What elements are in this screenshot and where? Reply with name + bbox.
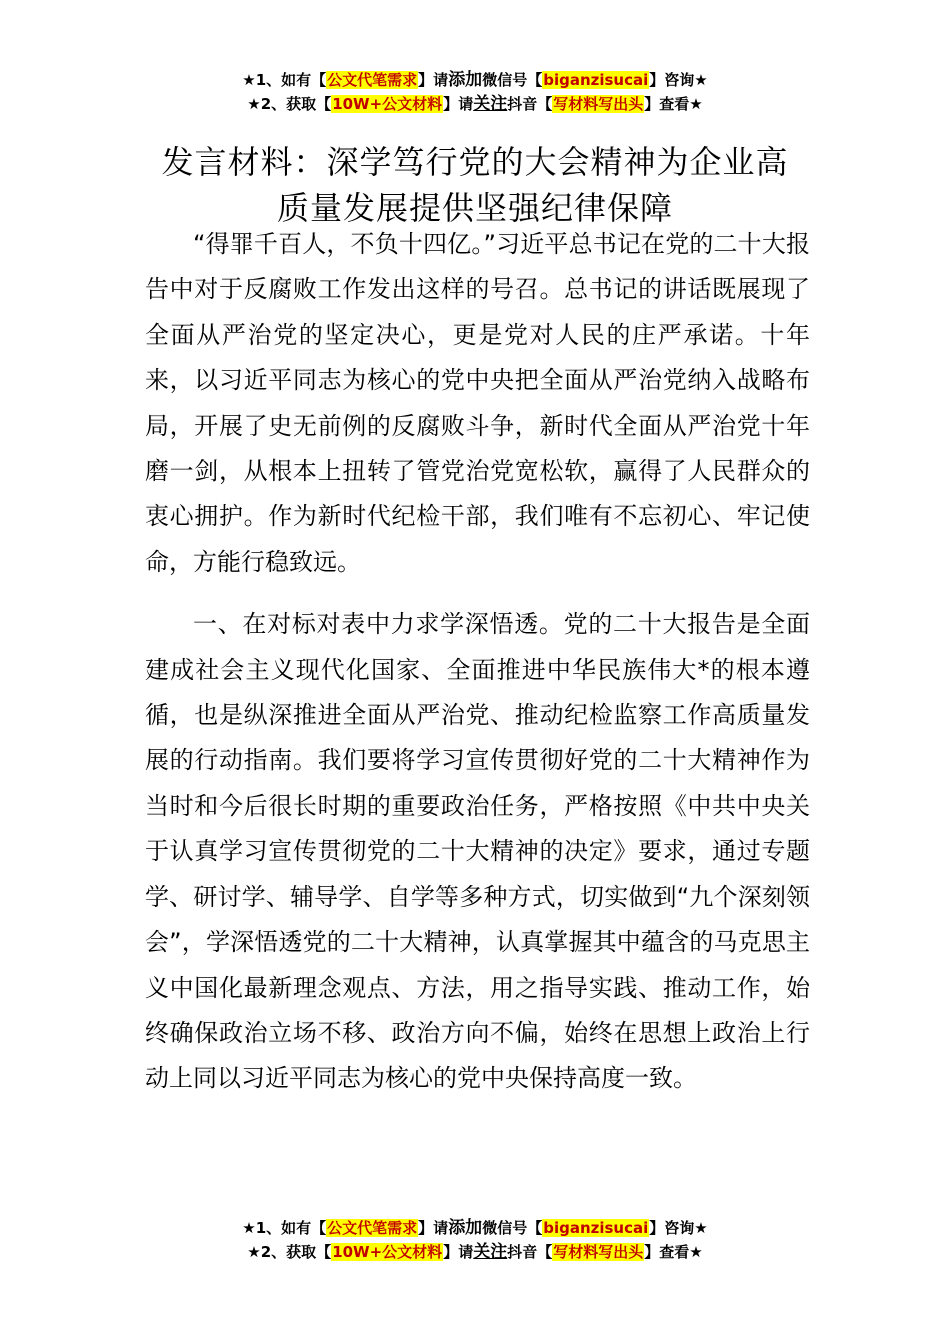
document-title: 发言材料：深学笃行党的大会精神为企业高 质量发展提供坚强纪律保障	[161, 143, 789, 228]
highlight-materials: 10W+公文材料	[332, 1243, 443, 1261]
promo-line-1: ★1、如有【公文代笔需求】请添加微信号【biganzisucai】咨询★	[242, 70, 708, 90]
highlight-service: 公文代笔需求	[327, 1219, 418, 1237]
paragraph-intro: “得罪千百人，不负十四亿。”习近平总书记在党的二十大报告中对于反腐败工作发出这样的号召。总书记的讲话既展现了全面从严治党的坚定决心，更是党对人民的庄严承诺。十年来，以习近平同志为核心的党中央把全面从严治党纳入战略布局，开展了史无前例的反腐败斗争，新时代全面从严治党十年磨一剑，从根本上扭转了管党治党宽松软，赢得了人民群众的衷心拥护。作为新时代纪检干部，我们唯有不忘初心、牢记使命，方能行稳致远。	[145, 230, 810, 576]
promo-line-2: ★2、获取【10W+公文材料】请关注抖音【写材料写出头】查看★	[247, 1242, 703, 1262]
highlight-wechat-id: biganzisucai	[543, 1219, 649, 1237]
paragraph-section-1: 一、在对标对表中力求学深悟透。党的二十大报告是全面建成社会主义现代化国家、全面推进中华民族伟大*的根本遵循，也是纵深推进全面从严治党、推动纪检监察工作高质量发展的行动指南。我们要将学习宣传贯彻好党的二十大精神作为当时和今后很长时期的重要政治任务，严格按照《中共中央关于认真学习宣传贯彻党的二十大精神的决定》要求，通过专题学、研讨学、辅导学、自学等多种方式，切实做到“九个深刻领会”，学深悟透党的二十大精神，认真掌握其中蕴含的马克思主义中国化最新理念观点、方法，用之指导实践、推动工作，始终确保政治立场不移、政治方向不偏，始终在思想上政治上行动上同以习近平同志为核心的党中央保持高度一致。	[145, 610, 810, 1093]
highlight-materials: 10W+公文材料	[332, 95, 443, 113]
highlight-wechat-id: biganzisucai	[543, 71, 649, 89]
highlight-douyin: 写材料写出头	[553, 1243, 644, 1261]
promo-line-1: ★1、如有【公文代笔需求】请添加微信号【biganzisucai】咨询★	[242, 1218, 708, 1238]
document-body	[145, 222, 810, 1102]
highlight-service: 公文代笔需求	[327, 71, 418, 89]
promo-banner-top	[0, 68, 950, 116]
promo-banner-bottom	[0, 1216, 950, 1264]
highlight-douyin: 写材料写出头	[553, 95, 644, 113]
promo-line-2: ★2、获取【10W+公文材料】请关注抖音【写材料写出头】查看★	[247, 94, 703, 114]
